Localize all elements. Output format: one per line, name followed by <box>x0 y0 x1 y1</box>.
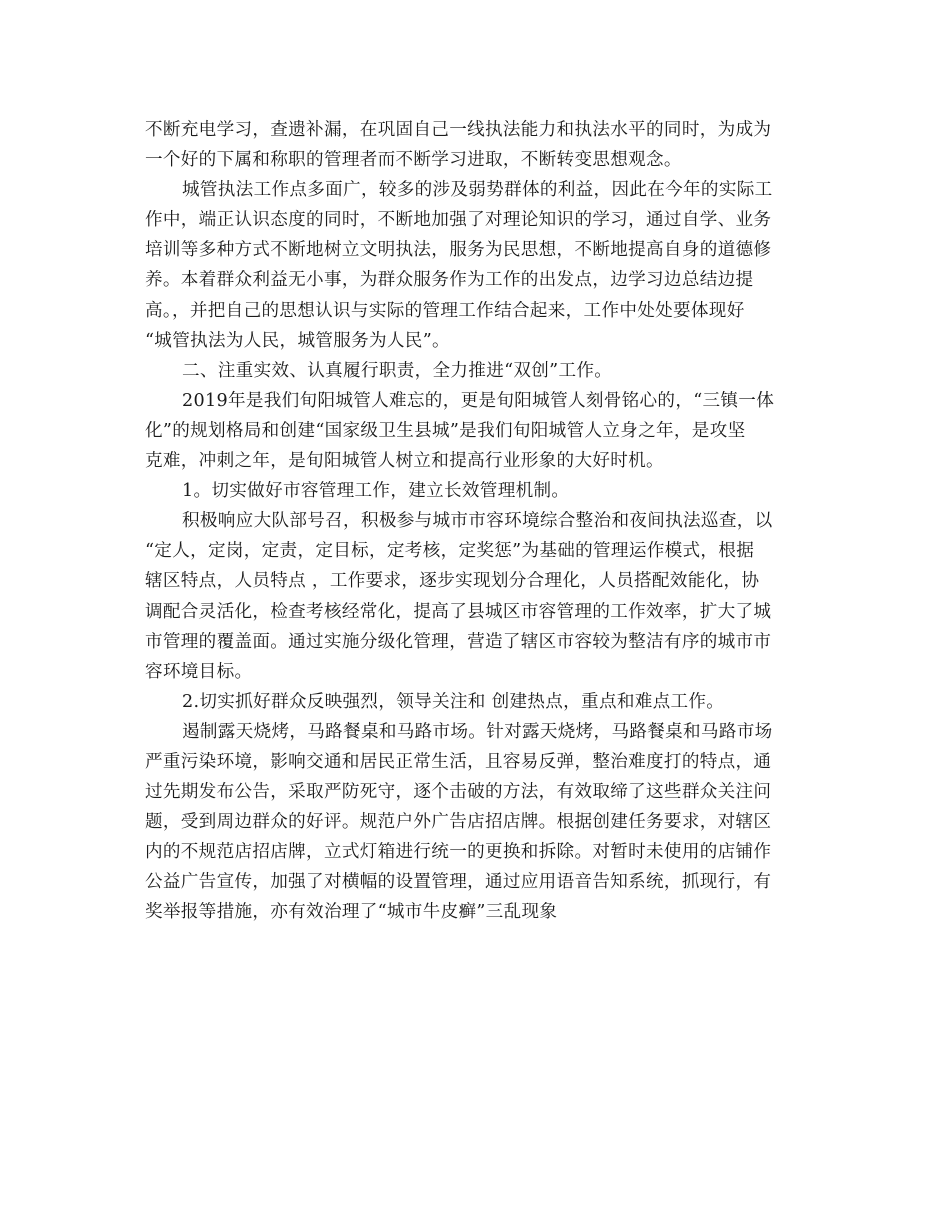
text-line-3: 城管执法工作点多面广，较多的涉及弱势群体的利益，因此在今年的实际工 <box>182 180 773 201</box>
text-line-24: 题，受到周边群众的好评。规范户外广告店招店牌。根据创建任务要求，对辖区 <box>145 812 772 833</box>
text-line-27: 奖举报等措施，亦有效治理了“城市牛皮癣”三乱现象 <box>145 902 558 923</box>
text-line-11: 化”的规划格局和创建“国家级卫生县城”是我们旬阳城管人立身之年，是攻坚 <box>145 420 746 441</box>
text-line-6: 养。本着群众利益无小事，为群众服务作为工作的出发点，边学习边总结边提 <box>145 270 754 291</box>
text-line-14: 积极响应大队部号召，积极参与城市市容环境综合整治和夜间执法巡查，以 <box>182 511 773 532</box>
text-line-17: 调配合灵活化，检查考核经常化，提高了县城区市容管理的工作效率，扩大了城 <box>145 601 772 622</box>
text-line-1: 不断充电学习，查遗补漏，在巩固自己一线执法能力和执法水平的同时，为成为 <box>145 120 772 140</box>
text-line-9: 二、注重实效、认真履行职责，全力推进“双创”工作。 <box>182 360 613 381</box>
text-line-8: “城管执法为人民，城管服务为人民”。 <box>145 330 450 351</box>
text-line-19: 容环境目标。 <box>145 661 253 682</box>
text-line-5: 培训等多种方式不断地树立文明执法，服务为民思想，不断地提高自身的道德修 <box>145 240 772 261</box>
text-line-18: 市管理的覆盖面。通过实施分级化管理，营造了辖区市容较为整洁有序的城市市 <box>145 631 772 652</box>
text-line-12: 克难，冲刺之年，是旬阳城管人树立和提高行业形象的大好时机。 <box>145 451 664 472</box>
text-line-7: 高。，并把自己的思想认识与实际的管理工作结合起来，工作中处处要体现好 <box>145 300 745 321</box>
text-line-25: 内的不规范店招店牌，立式灯箱进行统一的更换和拆除。对暂时未使用的店铺作 <box>145 842 772 863</box>
text-line-4: 作中，端正认识态度的同时，不断地加强了对理论知识的学习，通过自学、业务 <box>145 210 772 231</box>
text-line-22: 严重污染环境，影响交通和居民正常生活，且容易反弹，整治难度打的特点，通 <box>145 751 772 772</box>
text-line-23: 过先期发布公告，采取严防死守，逐个击破的方法，有效取缔了这些群众关注问 <box>145 782 772 803</box>
text-line-13: 1。切实做好市容管理工作，建立长效管理机制。 <box>182 481 570 502</box>
text-line-21: 遏制露天烧烤，马路餐桌和马路市场。针对露天烧烤，马路餐桌和马路市场 <box>182 721 773 742</box>
text-line-26: 公益广告宣传，加强了对横幅的设置管理，通过应用语音告知系统，抓现行，有 <box>145 872 772 893</box>
text-line-15: “定人，定岗，定责，定目标，定考核，定奖惩”为基础的管理运作模式，根据 <box>145 541 755 562</box>
text-line-2: 一个好的下属和称职的管理者而不断学习进取，不断转变思想观念。 <box>145 150 682 171</box>
text-line-10: 2019年是我们旬阳城管人难忘的，更是旬阳城管人刻骨铭心的，“三镇一体 <box>182 390 775 411</box>
text-line-16: 辖区特点，人员特点 ，工作要求，逐步实现划分合理化，人员搭配效能化，协 <box>145 571 760 592</box>
text-line-20: 2.切实抓好群众反映强烈，领导关注和 创建热点，重点和难点工作。 <box>182 691 725 712</box>
document-body <box>145 115 805 928</box>
